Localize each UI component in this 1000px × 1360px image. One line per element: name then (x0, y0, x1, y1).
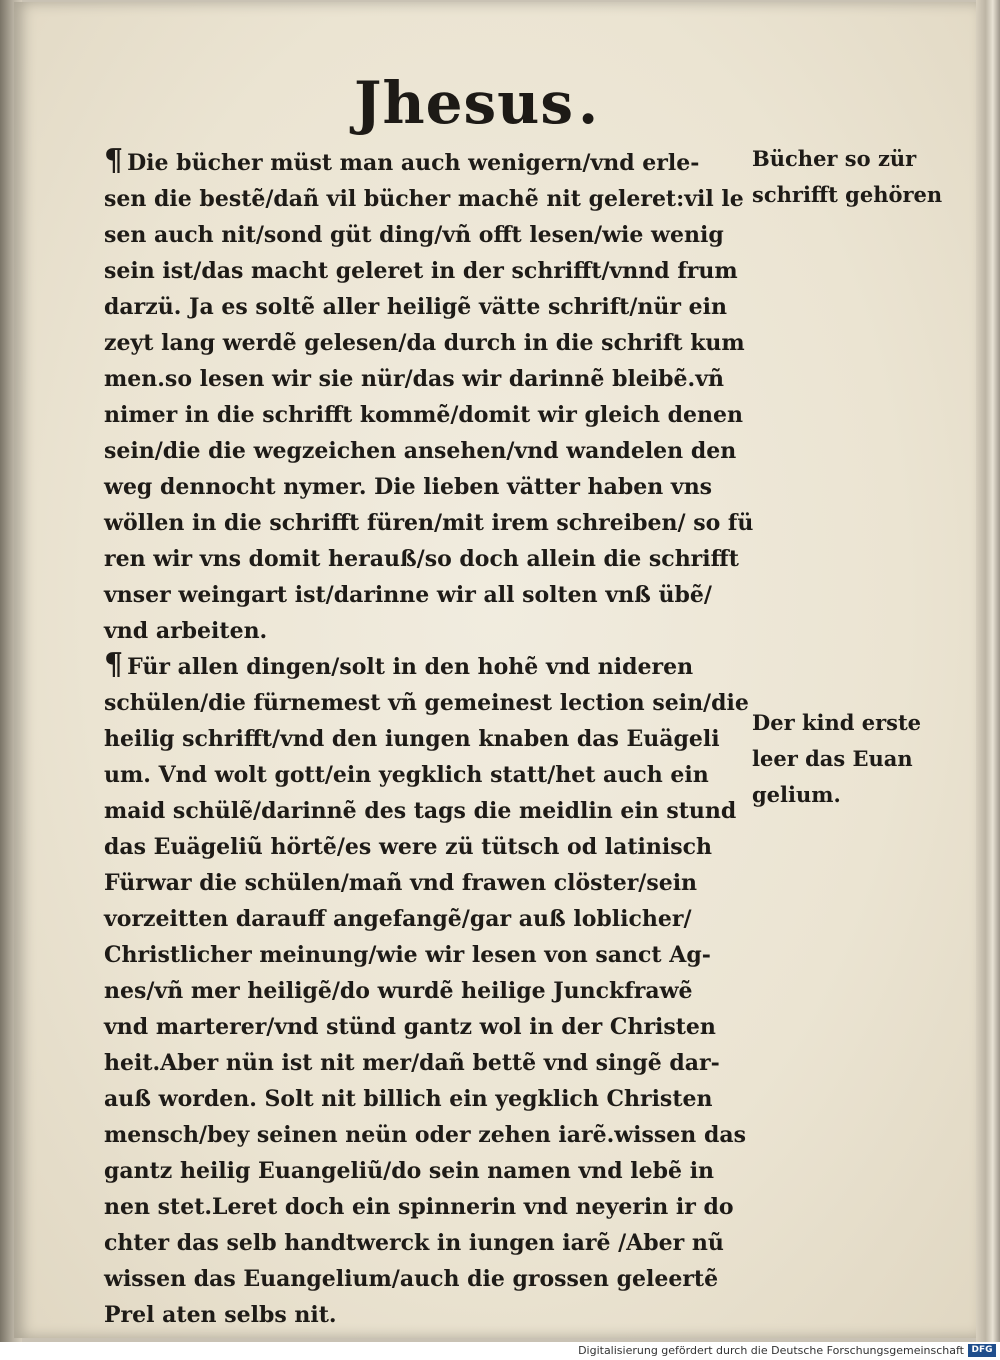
footer-credit: Digitalisierung gefördert durch die Deutsche Forschungsgemeinschaft (578, 1344, 964, 1357)
page-heading: Jhesus. (354, 69, 600, 137)
text-line: vnd marterer/vnd stünd gantz wol in der Christen (104, 1014, 716, 1040)
pilcrow-icon: ¶ (104, 143, 124, 178)
margin-note-line: schrifft gehören (752, 182, 943, 207)
text-line: ren wir vns domit herauß/so doch allein die schrifft (104, 546, 739, 572)
text-line: Fürwar die schülen/mañ vnd frawen clöster/sein (104, 870, 698, 896)
text-line: vorzeitten darauff angefangẽ/gar auß loblicher/ (104, 906, 692, 932)
text-line: Christlicher meinung/wie wir lesen von sanct Ag- (104, 942, 711, 968)
text-line: mensch/bey seinen neün oder zehen iarẽ.wissen das (104, 1122, 746, 1148)
text-line: sen die bestẽ/dañ vil bücher machẽ nit geleret:vil le (104, 186, 744, 212)
text-line: Prel aten selbs nit. (104, 1302, 337, 1328)
text-line: maid schülẽ/darinnẽ des tags die meidlin ein stund (104, 798, 737, 824)
text-line: weg dennocht nymer. Die lieben vätter haben vns (104, 474, 713, 500)
text-line: wöllen in die schrifft füren/mit irem schreiben/ so fü (104, 510, 754, 536)
text-line: vnd arbeiten. (104, 618, 268, 644)
text-line: zeyt lang werdẽ gelesen/da durch in die schrift kum (104, 330, 745, 356)
text-line: gantz heilig Euangeliũ/do sein namen vnd lebẽ in (104, 1158, 715, 1184)
text-line: das Euägeliũ hörtẽ/es were zü tütsch od latinisch (104, 834, 713, 860)
text-line: ¶ Für allen dingen/solt in den hohẽ vnd nideren (104, 647, 694, 682)
footer-bar (0, 1342, 1000, 1360)
margin-note-line: leer das Euan (752, 746, 913, 771)
text-line: nes/vñ mer heiligẽ/do wurdẽ heilige Junckfrawẽ (104, 978, 693, 1004)
text-line: schülen/die fürnemest vñ gemeinest lection sein/die (104, 690, 749, 716)
text-line: heilig schrifft/vnd den iungen knaben das Euägeli (104, 726, 720, 752)
text-line: darzü. Ja es soltẽ aller heiligẽ vätte schrift/nür ein (104, 294, 727, 320)
margin-note-line: Der kind erste (752, 710, 922, 735)
page-edge (976, 0, 1000, 1342)
margin-note-line: gelium. (752, 782, 841, 807)
text-line: chter das selb handtwerck in iungen iarẽ /Aber nũ (104, 1230, 724, 1256)
book-page (14, 2, 976, 1338)
text-line: ¶ Die bücher müst man auch wenigern/vnd erle- (104, 143, 700, 178)
text-line: heit.Aber nün ist nit mer/dañ bettẽ vnd singẽ dar- (104, 1050, 720, 1076)
dfg-logo: DFG (968, 1344, 996, 1357)
text-line: vnser weingart ist/darinne wir all solten vnß übẽ/ (104, 582, 712, 608)
text-line: um. Vnd wolt gott/ein yegklich statt/het auch ein (104, 762, 709, 788)
text-line: nimer in die schrifft kommẽ/domit wir gleich denen (104, 402, 743, 428)
text-line: nen stet.Leret doch ein spinnerin vnd neyerin ir do (104, 1194, 734, 1220)
text-line: men.so lesen wir sie nür/das wir darinnẽ bleibẽ.vñ (104, 366, 724, 392)
margin-note-books (752, 142, 957, 214)
body-text (104, 145, 754, 1333)
text-line: sein ist/das macht geleret in der schrifft/vnnd frum (104, 258, 738, 284)
text-line: sen auch nit/sond güt ding/vñ offt lesen/wie wenig (104, 222, 724, 248)
margin-note-gospel (752, 706, 957, 814)
text-line: sein/die die wegzeichen ansehen/vnd wandelen den (104, 438, 737, 464)
text-line: wissen das Euangelium/auch die grossen geleertẽ (104, 1266, 719, 1292)
text-line: auß worden. Solt nit billich ein yegklich Christen (104, 1086, 713, 1112)
margin-note-line: Bücher so zür (752, 146, 917, 171)
pilcrow-icon: ¶ (104, 647, 124, 682)
